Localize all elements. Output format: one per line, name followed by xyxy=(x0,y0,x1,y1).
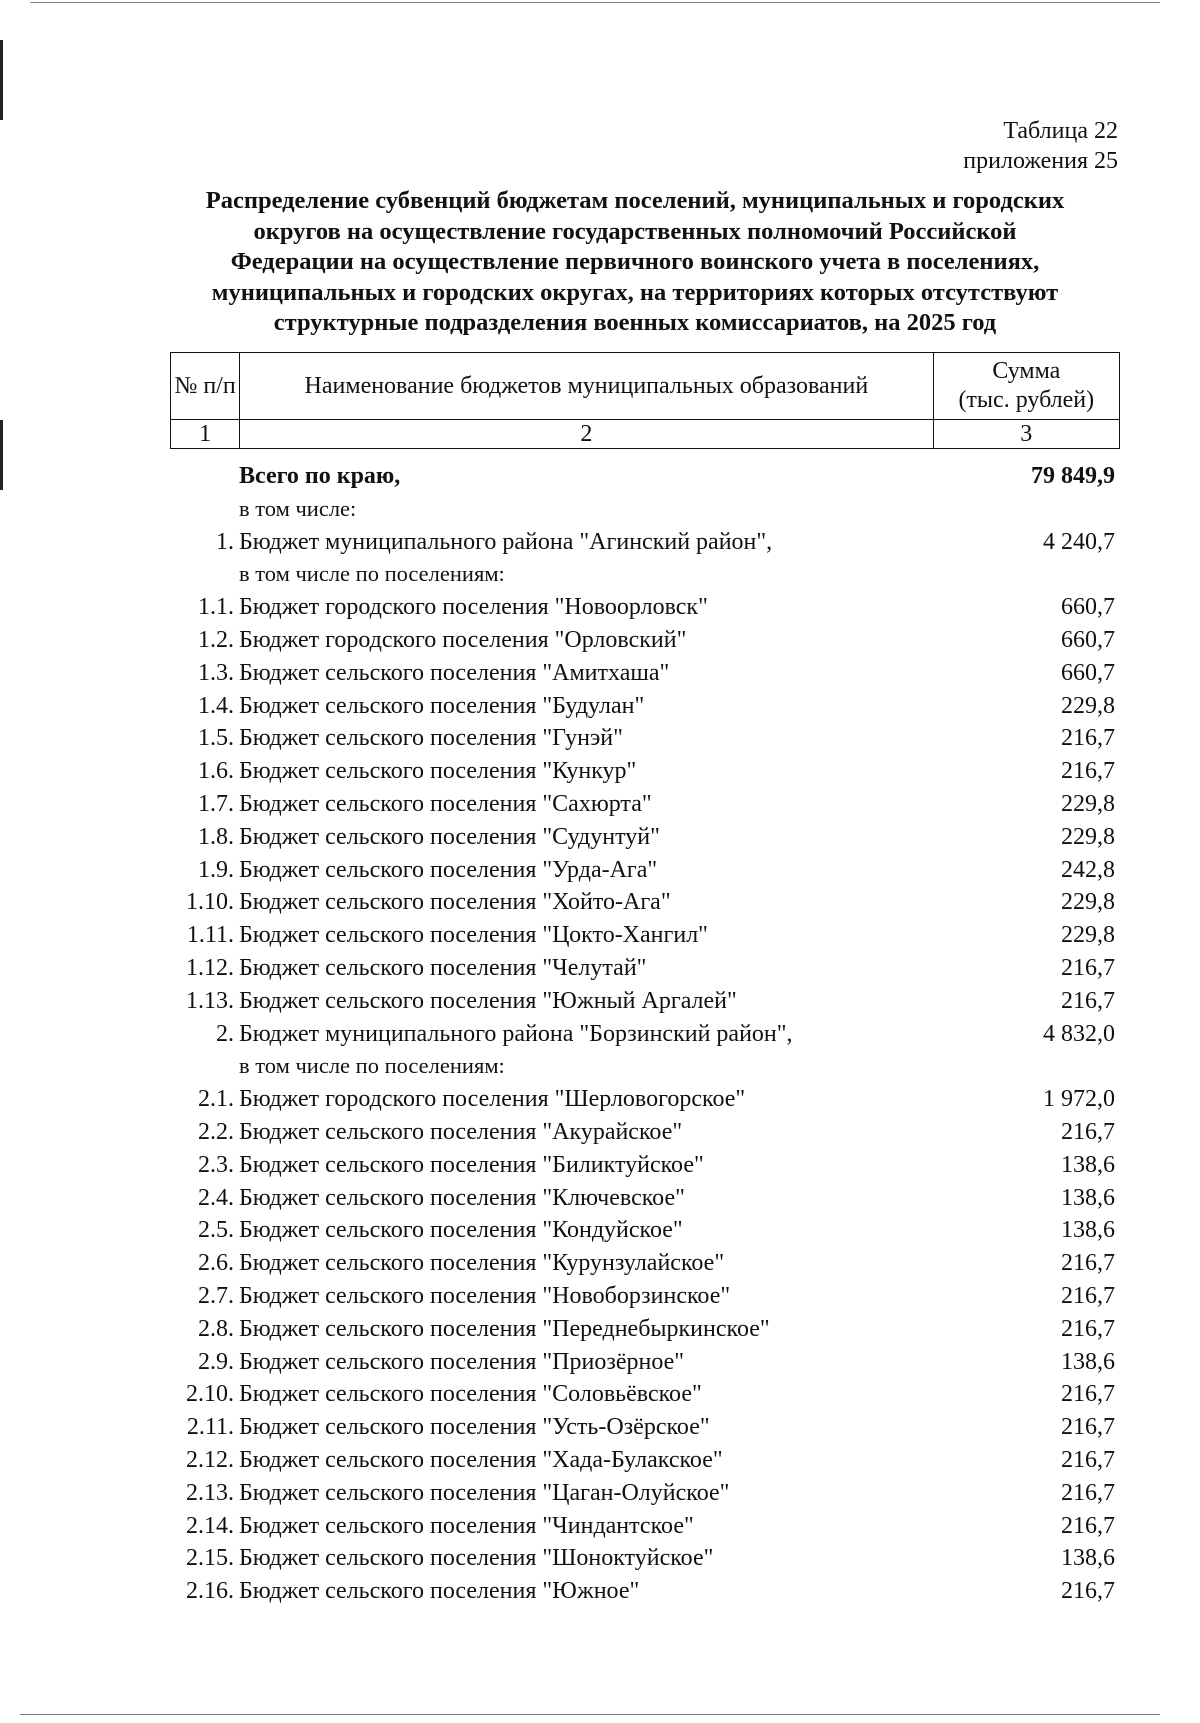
column-number: 2 xyxy=(240,420,933,449)
header-sum-unit: (тыс. рублей) xyxy=(958,387,1095,413)
row-number: 1.1. xyxy=(198,594,234,621)
row-number: 1.11. xyxy=(186,922,234,949)
budget-name: Бюджет сельского поселения "Гунэй" xyxy=(239,725,623,752)
amount: 216,7 xyxy=(1061,1315,1115,1342)
budget-name: Бюджет муниципального района "Борзинский район", xyxy=(239,1020,793,1047)
table-row xyxy=(170,755,1120,788)
table-row xyxy=(170,624,1120,657)
budget-name: Бюджет сельского поселения "Судунтуй" xyxy=(239,823,660,850)
amount: 138,6 xyxy=(1061,1348,1115,1375)
header-name: Наименование бюджетов муниципальных образований xyxy=(240,353,933,420)
row-number: 1.5. xyxy=(198,725,234,752)
table-row xyxy=(170,460,1120,493)
budget-name: Бюджет городского поселения "Орловский" xyxy=(239,626,687,653)
budget-name: Бюджет сельского поселения "Кондуйское" xyxy=(239,1217,683,1244)
row-number: 2.2. xyxy=(198,1118,234,1145)
budget-name: Бюджет сельского поселения "Новоборзинское" xyxy=(239,1282,731,1309)
table-row xyxy=(170,952,1120,985)
row-number: 1.4. xyxy=(198,692,234,719)
row-number: 1.2. xyxy=(198,626,234,653)
budget-name: Бюджет сельского поселения "Сахюрта" xyxy=(239,790,652,817)
budget-name: Бюджет сельского поселения "Курунзулайское" xyxy=(239,1250,725,1277)
row-number: 1.12. xyxy=(186,954,234,981)
table-row xyxy=(170,1411,1120,1444)
table-row xyxy=(170,1214,1120,1247)
budget-name: Бюджет сельского поселения "Урда-Ага" xyxy=(239,856,658,883)
budget-name: Бюджет сельского поселения "Цаган-Олуйское" xyxy=(239,1479,730,1506)
scan-edge-mark xyxy=(0,40,3,120)
table-row xyxy=(170,493,1120,526)
budget-name: Бюджет сельского поселения "Цокто-Хангил" xyxy=(239,922,708,949)
amount: 229,8 xyxy=(1061,922,1115,949)
amount: 138,6 xyxy=(1061,1184,1115,1211)
table-row xyxy=(170,788,1120,821)
row-number: 2.1. xyxy=(198,1086,234,1113)
table-header xyxy=(170,352,1120,449)
budget-name: Бюджет сельского поселения "Усть-Озёрское" xyxy=(239,1414,710,1441)
budget-name: Бюджет сельского поселения "Шоноктуйское" xyxy=(239,1545,714,1572)
row-number: 1.13. xyxy=(186,987,234,1014)
table-row xyxy=(170,1116,1120,1149)
row-number: 2.3. xyxy=(198,1151,234,1178)
scan-edge-mark xyxy=(0,420,3,490)
row-number: 2.10. xyxy=(186,1381,234,1408)
amount: 660,7 xyxy=(1061,594,1115,621)
row-number: 2.13. xyxy=(186,1479,234,1506)
row-number: 2.11. xyxy=(186,1414,234,1441)
row-number: 1.6. xyxy=(198,758,234,785)
amount: 216,7 xyxy=(1061,1479,1115,1506)
table-row xyxy=(170,558,1120,591)
budget-name: Бюджет сельского поселения "Биликтуйское" xyxy=(239,1151,704,1178)
table-row xyxy=(170,690,1120,723)
table-row xyxy=(170,1575,1120,1608)
budget-name: Бюджет сельского поселения "Соловьёвское" xyxy=(239,1381,702,1408)
budget-name: Бюджет городского поселения "Новоорловск" xyxy=(239,594,708,621)
row-number: 2. xyxy=(216,1020,234,1047)
amount: 216,7 xyxy=(1061,1446,1115,1473)
amount: 4 240,7 xyxy=(1043,528,1115,555)
table-row xyxy=(170,1346,1120,1379)
amount: 138,6 xyxy=(1061,1545,1115,1572)
header-row xyxy=(171,353,1120,420)
amount: 216,7 xyxy=(1061,1414,1115,1441)
amount: 216,7 xyxy=(1061,725,1115,752)
amount: 138,6 xyxy=(1061,1151,1115,1178)
column-number: 1 xyxy=(171,420,240,449)
scan-bottom-line xyxy=(20,1714,1160,1715)
amount: 1 972,0 xyxy=(1043,1086,1115,1113)
budget-name: Бюджет сельского поселения "Хойто-Ага" xyxy=(239,889,671,916)
row-number: 2.12. xyxy=(186,1446,234,1473)
amount: 138,6 xyxy=(1061,1217,1115,1244)
amount: 229,8 xyxy=(1061,790,1115,817)
column-number-row xyxy=(171,420,1120,449)
amount: 216,7 xyxy=(1061,1282,1115,1309)
row-number: 2.14. xyxy=(186,1512,234,1539)
budget-name: Бюджет сельского поселения "Амитхаша" xyxy=(239,659,670,686)
budget-name: в том числе по поселениям: xyxy=(239,1053,505,1079)
budget-name: Бюджет сельского поселения "Ключевское" xyxy=(239,1184,685,1211)
amount: 216,7 xyxy=(1061,1118,1115,1145)
table-row xyxy=(170,591,1120,624)
table-body xyxy=(170,460,1120,1608)
title-line: округов на осуществление государственных полномочий Российской xyxy=(253,217,1017,245)
column-number: 3 xyxy=(933,420,1119,449)
budget-name: Бюджет сельского поселения "Переднебыркинское" xyxy=(239,1315,770,1342)
budget-name: в том числе: xyxy=(239,495,357,521)
row-number: 2.9. xyxy=(198,1348,234,1375)
budget-name: Бюджет муниципального района "Агинский район", xyxy=(239,528,773,555)
table-row xyxy=(170,1083,1120,1116)
budget-name: Бюджет сельского поселения "Чиндантское" xyxy=(239,1512,694,1539)
table-row xyxy=(170,1247,1120,1280)
amount: 229,8 xyxy=(1061,823,1115,850)
table-row xyxy=(170,1477,1120,1510)
row-number: 2.6. xyxy=(198,1250,234,1277)
table-row xyxy=(170,1018,1120,1051)
table-row xyxy=(170,526,1120,559)
budget-name: Бюджет сельского поселения "Приозёрное" xyxy=(239,1348,685,1375)
row-number: 2.5. xyxy=(198,1217,234,1244)
row-number: 2.16. xyxy=(186,1578,234,1605)
amount: 216,7 xyxy=(1061,1250,1115,1277)
budget-name: Всего по краю, xyxy=(239,463,401,489)
budget-name: Бюджет сельского поселения "Южный Аргалей" xyxy=(239,987,737,1014)
amount: 4 832,0 xyxy=(1043,1020,1115,1047)
table-row xyxy=(170,1378,1120,1411)
budget-name: Бюджет сельского поселения "Акурайское" xyxy=(239,1118,683,1145)
budget-name: Бюджет сельского поселения "Кункур" xyxy=(239,758,637,785)
table-number: Таблица 22 xyxy=(1003,118,1118,144)
table-row xyxy=(170,657,1120,690)
row-number: 2.15. xyxy=(186,1545,234,1572)
amount: 229,8 xyxy=(1061,889,1115,916)
row-number: 2.8. xyxy=(198,1315,234,1342)
document-title xyxy=(150,186,1120,339)
amount: 216,7 xyxy=(1061,954,1115,981)
amount: 242,8 xyxy=(1061,856,1115,883)
appendix-reference: приложения 25 xyxy=(963,148,1118,174)
budget-name: в том числе по поселениям: xyxy=(239,561,505,587)
amount: 660,7 xyxy=(1061,659,1115,686)
amount: 660,7 xyxy=(1061,626,1115,653)
scan-top-line xyxy=(30,2,1160,3)
header-sum-label: Сумма xyxy=(992,358,1061,384)
row-number: 1.10. xyxy=(186,889,234,916)
table-row xyxy=(170,821,1120,854)
table-row xyxy=(170,1149,1120,1182)
table-row xyxy=(170,1280,1120,1313)
row-number: 1.3. xyxy=(198,659,234,686)
table-row xyxy=(170,1313,1120,1346)
budget-name: Бюджет сельского поселения "Хада-Булакское" xyxy=(239,1446,723,1473)
table-row xyxy=(170,919,1120,952)
table-row xyxy=(170,1444,1120,1477)
amount: 216,7 xyxy=(1061,1381,1115,1408)
row-number: 1.9. xyxy=(198,856,234,883)
title-line: Федерации на осуществление первичного воинского учета в поселениях, xyxy=(230,248,1040,275)
budget-name: Бюджет сельского поселения "Южное" xyxy=(239,1578,640,1605)
header-number: № п/п xyxy=(171,353,240,420)
table-row xyxy=(170,886,1120,919)
row-number: 1.8. xyxy=(198,823,234,850)
amount: 216,7 xyxy=(1061,987,1115,1014)
table-row xyxy=(170,985,1120,1018)
budget-name: Бюджет сельского поселения "Челутай" xyxy=(239,954,647,981)
amount: 216,7 xyxy=(1061,1512,1115,1539)
title-line: Распределение субвенций бюджетам поселений, муниципальных и городских xyxy=(205,187,1065,214)
table-row xyxy=(170,1510,1120,1543)
table-row xyxy=(170,854,1120,887)
amount: 79 849,9 xyxy=(1031,463,1115,489)
budget-name: Бюджет городского поселения "Шерловогорское" xyxy=(239,1086,746,1113)
table-reference xyxy=(963,116,1118,176)
table-row xyxy=(170,722,1120,755)
table-row xyxy=(170,1182,1120,1215)
row-number: 1. xyxy=(216,528,234,555)
amount: 229,8 xyxy=(1061,692,1115,719)
header-sum xyxy=(933,353,1119,420)
row-number: 1.7. xyxy=(198,790,234,817)
table-row xyxy=(170,1542,1120,1575)
title-line: структурные подразделения военных комиссариатов, на 2025 год xyxy=(273,309,997,336)
amount: 216,7 xyxy=(1061,1578,1115,1605)
row-number: 2.4. xyxy=(198,1184,234,1211)
title-line: муниципальных и городских округах, на территориях которых отсутствуют xyxy=(211,278,1059,306)
row-number: 2.7. xyxy=(198,1282,234,1309)
table-row xyxy=(170,1050,1120,1083)
amount: 216,7 xyxy=(1061,758,1115,785)
budget-name: Бюджет сельского поселения "Будулан" xyxy=(239,692,645,719)
